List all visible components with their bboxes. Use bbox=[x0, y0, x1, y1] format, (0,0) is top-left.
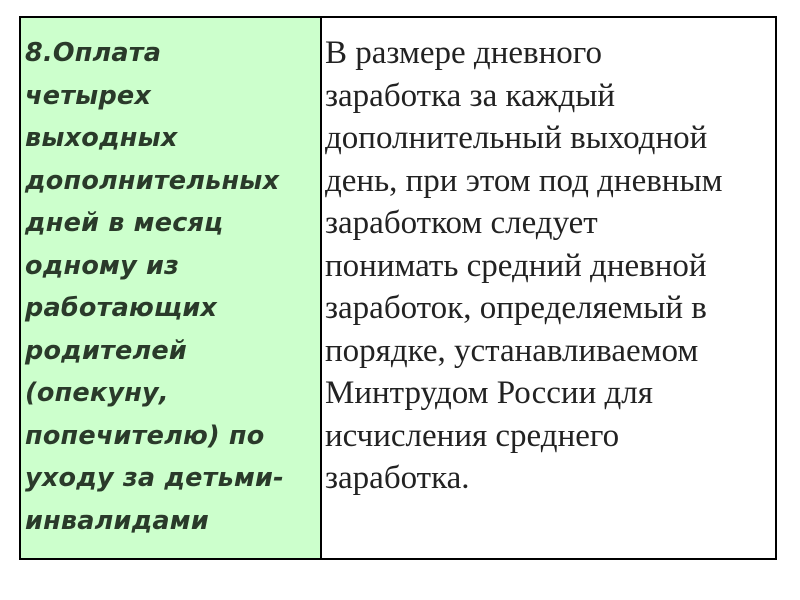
benefit-name-cell bbox=[21, 18, 322, 558]
benefit-description-cell bbox=[322, 18, 775, 558]
benefit-table bbox=[19, 16, 777, 560]
benefit-name-text: 8.Оплата четырех выходных дополнительных дней в месяц одному из работающих родителей (опекуну, попечителю) по уходу за детьми- инвалидами bbox=[25, 38, 284, 536]
benefit-description-text: В размере дневного заработка за каждый дополнительный выходной день, при этом под дневным заработком следует понимать средний дневной заработок, определяемый в порядке, устанавливаемом Минтрудом России для исчисления среднего заработка. bbox=[325, 35, 723, 496]
